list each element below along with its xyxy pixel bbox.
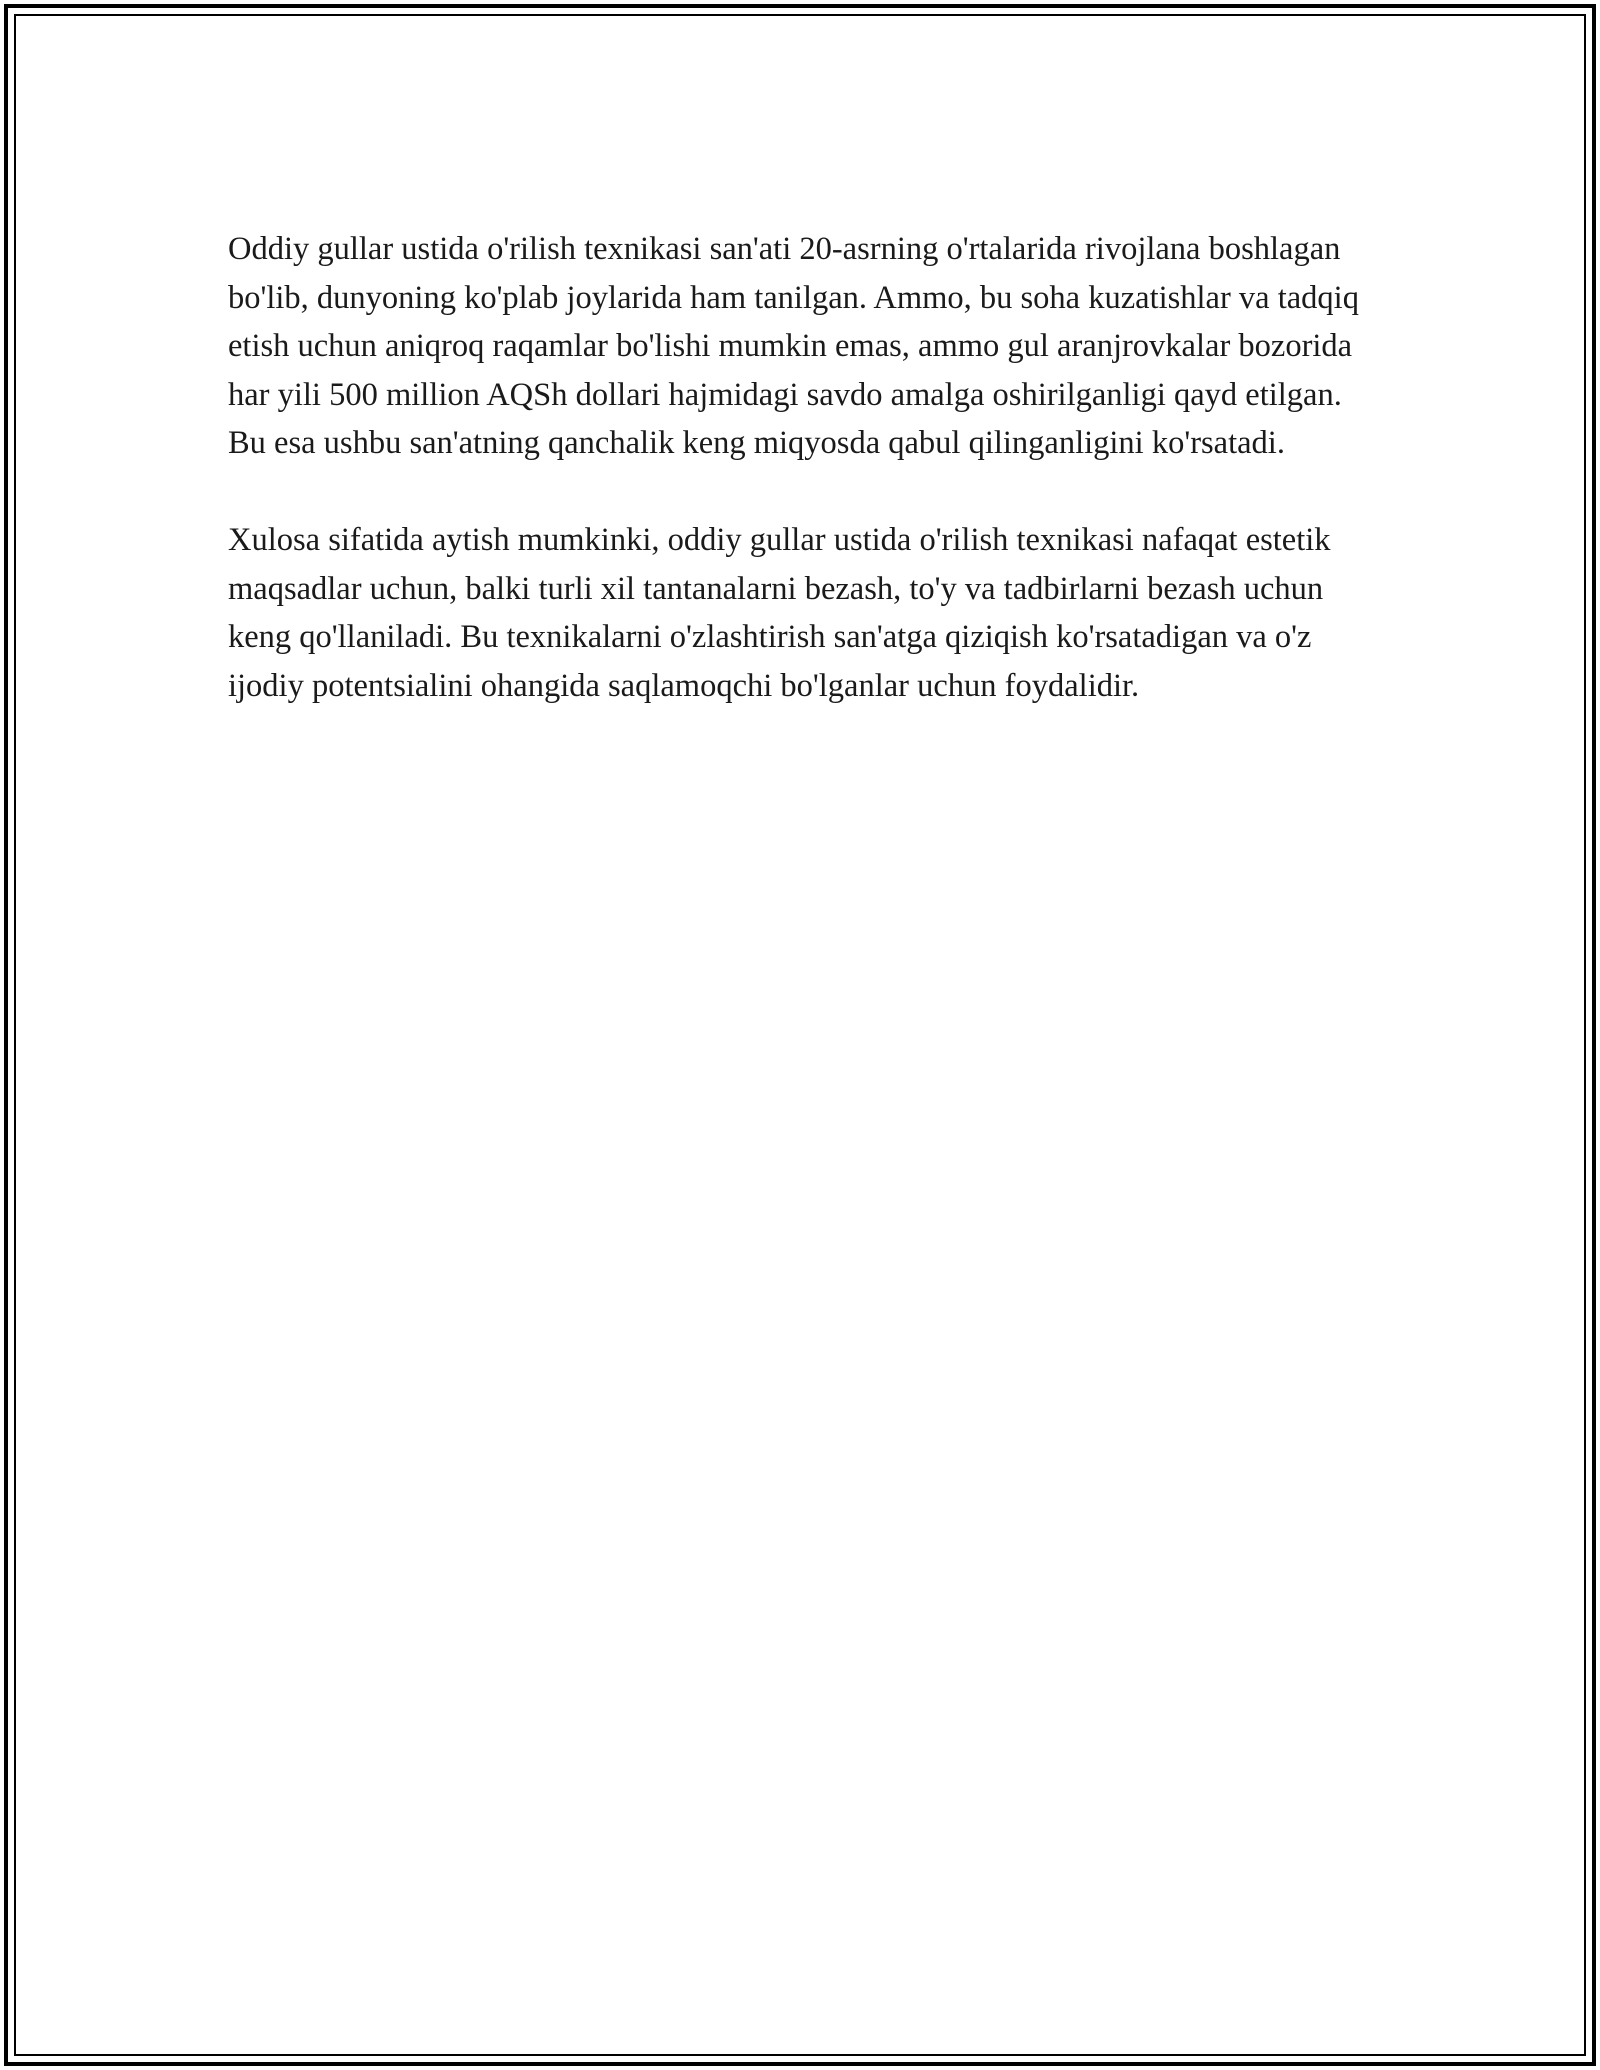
document-body [228, 225, 1368, 759]
paragraph-1: Oddiy gullar ustida o'rilish texnikasi san'ati 20-asrning o'rtalarida rivojlana boshlagan bo'lib, dunyoning ko'plab joylarida ham tanilgan. Ammo, bu soha kuzatishlar va tadqiq etish uchun aniqroq raqamlar bo'lishi mumkin emas, ammo gul aranjrovkalar bozorida har yili 500 million AQSh dollari hajmidagi savdo amalga oshirilganligi qayd etilgan. Bu esa ushbu san'atning qanchalik keng miqyosda qabul qilinganligini ko'rsatadi. [228, 231, 1359, 461]
paragraph-2: Xulosa sifatida aytish mumkinki, oddiy gullar ustida o'rilish texnikasi nafaqat estetik maqsadlar uchun, balki turli xil tantanalarni bezash, to'y va tadbirlarni bezash uchun keng qo'llaniladi. Bu texnikalarni o'zlashtirish san'atga qiziqish ko'rsatadigan va o'z ijodiy potentsialini ohangida saqlamoqchi bo'lganlar uchun foydalidir. [228, 522, 1331, 704]
